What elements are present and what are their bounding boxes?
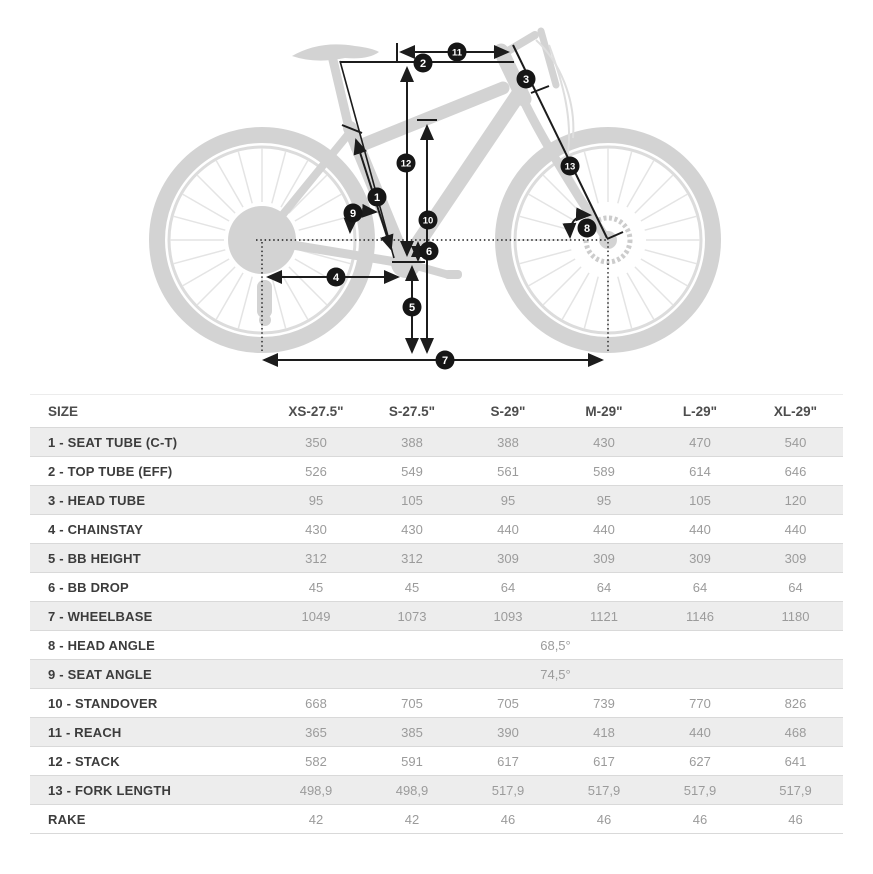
header-size: SIZE — [30, 395, 268, 428]
svg-text:2: 2 — [419, 58, 427, 70]
table-row — [30, 776, 843, 805]
row-value: 430 — [593, 434, 615, 450]
row-value: 641 — [784, 753, 807, 769]
row-value: 1180 — [781, 608, 810, 624]
table-row — [30, 660, 843, 689]
table-row — [30, 544, 843, 573]
svg-text:10: 10 — [422, 215, 434, 227]
row-value: 705 — [497, 695, 519, 711]
derailleur-pulley — [259, 314, 271, 326]
row-value: 517,9 — [491, 782, 525, 798]
row-value: 1093 — [493, 608, 523, 624]
row-value: 440 — [784, 521, 807, 537]
row-value: 64 — [596, 579, 612, 595]
row-value: 46 — [788, 811, 803, 827]
row-value: 617 — [593, 753, 615, 769]
saddle — [292, 44, 379, 60]
svg-text:8: 8 — [583, 223, 591, 235]
geometry-table-body — [30, 428, 843, 834]
callout-3 — [517, 70, 536, 89]
row-value: 526 — [305, 463, 327, 479]
row-value: 312 — [401, 550, 423, 566]
svg-text:12: 12 — [400, 158, 412, 170]
row-value-spanning: 74,5° — [540, 666, 571, 682]
row-value: 385 — [401, 724, 423, 740]
row-value: 617 — [497, 753, 519, 769]
callout-2 — [414, 54, 433, 73]
row-value: 1049 — [301, 608, 331, 624]
row-value: 468 — [784, 724, 807, 740]
row-value: 1073 — [397, 608, 427, 624]
row-value: 95 — [308, 492, 324, 508]
row-value: 430 — [305, 521, 327, 537]
table-row — [30, 747, 843, 776]
header-s-29: S-29" — [460, 395, 556, 428]
row-value: 1146 — [686, 608, 714, 624]
callout-8 — [578, 219, 597, 238]
svg-text:6: 6 — [425, 246, 433, 258]
pedal — [444, 270, 462, 279]
row-label: 9 - SEAT ANGLE — [48, 666, 152, 682]
row-value: 46 — [596, 811, 612, 827]
row-value: 64 — [788, 579, 803, 595]
row-value: 549 — [401, 463, 423, 479]
row-value: 120 — [784, 492, 807, 508]
row-value: 42 — [404, 811, 420, 827]
row-label: 5 - BB HEIGHT — [48, 550, 141, 566]
callout-12 — [397, 154, 416, 173]
row-label: 3 - HEAD TUBE — [48, 492, 146, 508]
row-value: 668 — [305, 695, 327, 711]
row-value: 627 — [689, 753, 711, 769]
table-row — [30, 718, 843, 747]
row-label: 1 - SEAT TUBE (C-T) — [48, 434, 178, 450]
row-value: 1121 — [590, 608, 618, 624]
callout-9 — [344, 204, 363, 223]
row-value: 418 — [593, 724, 615, 740]
row-label: 13 - FORK LENGTH — [48, 782, 172, 798]
callout-10 — [419, 211, 438, 230]
seatpost — [333, 60, 348, 124]
row-value: 105 — [401, 492, 423, 508]
row-value-spanning: 68,5° — [540, 637, 571, 653]
table-row — [30, 428, 843, 457]
row-value: 309 — [784, 550, 807, 566]
row-label: 4 - CHAINSTAY — [48, 521, 144, 537]
row-value: 46 — [692, 811, 708, 827]
row-value: 46 — [500, 811, 516, 827]
callout-7 — [436, 351, 455, 370]
row-value: 365 — [305, 724, 327, 740]
header-s-27-5: S-27.5" — [364, 395, 460, 428]
row-value: 498,9 — [299, 782, 333, 798]
row-value: 591 — [401, 753, 423, 769]
row-label: 11 - REACH — [48, 724, 122, 740]
svg-text:13: 13 — [564, 161, 576, 173]
header-m-29: M-29" — [556, 395, 652, 428]
svg-text:11: 11 — [451, 47, 463, 59]
row-label: 10 - STANDOVER — [48, 695, 158, 711]
row-value: 440 — [593, 521, 615, 537]
row-value: 440 — [689, 521, 711, 537]
row-value: 95 — [596, 492, 612, 508]
row-value: 45 — [308, 579, 324, 595]
row-value: 440 — [689, 724, 711, 740]
row-label: 12 - STACK — [48, 753, 120, 769]
table-row — [30, 631, 843, 660]
row-value: 309 — [593, 550, 615, 566]
row-label: 8 - HEAD ANGLE — [48, 637, 156, 653]
row-value: 739 — [593, 695, 615, 711]
row-value: 614 — [689, 463, 711, 479]
svg-text:9: 9 — [349, 208, 357, 220]
svg-text:5: 5 — [408, 302, 416, 314]
row-value: 540 — [784, 434, 807, 450]
svg-text:4: 4 — [332, 272, 340, 284]
table-row — [30, 515, 843, 544]
row-value: 646 — [784, 463, 807, 479]
rear-derailleur — [257, 280, 272, 318]
row-value: 517,9 — [779, 782, 812, 798]
row-value: 64 — [692, 579, 708, 595]
row-value: 309 — [497, 550, 519, 566]
row-value: 517,9 — [683, 782, 717, 798]
row-value: 388 — [497, 434, 519, 450]
row-value: 430 — [401, 521, 423, 537]
row-value: 312 — [305, 550, 327, 566]
row-value: 705 — [401, 695, 423, 711]
table-row — [30, 457, 843, 486]
row-value: 589 — [593, 463, 615, 479]
row-label: 6 - BB DROP — [48, 579, 129, 595]
header-xs-27-5: XS-27.5" — [268, 395, 364, 428]
row-value: 440 — [497, 521, 519, 537]
row-label: RAKE — [48, 811, 86, 827]
callout-1 — [368, 188, 387, 207]
table-row — [30, 805, 843, 834]
row-value: 45 — [404, 579, 420, 595]
header-l-29: L-29" — [652, 395, 748, 428]
callout-5 — [403, 298, 422, 317]
row-value: 582 — [305, 753, 327, 769]
row-value: 390 — [497, 724, 519, 740]
callout-13 — [561, 157, 580, 176]
row-value: 826 — [784, 695, 807, 711]
row-label: 7 - WHEELBASE — [48, 608, 153, 624]
svg-text:1: 1 — [373, 192, 381, 204]
row-value: 498,9 — [395, 782, 429, 798]
row-value: 561 — [497, 463, 519, 479]
row-value: 388 — [401, 434, 423, 450]
row-value: 42 — [308, 811, 324, 827]
row-value: 95 — [500, 492, 516, 508]
table-row — [30, 602, 843, 631]
row-value: 64 — [500, 579, 516, 595]
row-value: 517,9 — [587, 782, 621, 798]
geometry-table — [30, 394, 843, 834]
row-label: 2 - TOP TUBE (EFF) — [48, 463, 173, 479]
table-row — [30, 573, 843, 602]
table-row — [30, 486, 843, 515]
callout-6 — [420, 242, 439, 261]
callout-4 — [327, 268, 346, 287]
bike-geometry-diagram — [0, 0, 873, 392]
callout-11 — [448, 43, 467, 62]
row-value: 105 — [689, 492, 711, 508]
table-header-row — [30, 395, 843, 428]
header-xl-29: XL-29" — [748, 395, 843, 428]
row-value: 309 — [689, 550, 711, 566]
row-value: 470 — [689, 434, 711, 450]
svg-text:3: 3 — [522, 74, 530, 86]
svg-text:7: 7 — [441, 355, 449, 367]
row-value: 350 — [305, 434, 327, 450]
table-row — [30, 689, 843, 718]
row-value: 770 — [689, 695, 711, 711]
bike-silhouette — [157, 31, 713, 345]
